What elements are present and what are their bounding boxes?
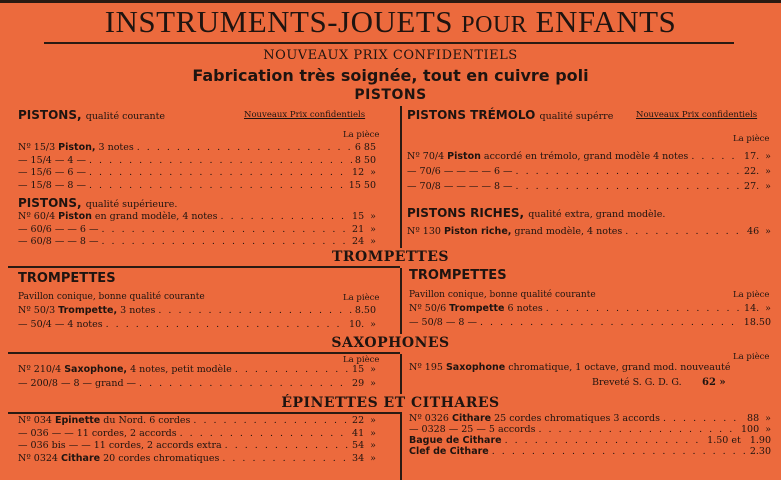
pistons-riches-heading: PISTONS RICHES, qualité extra, grand modèle. bbox=[407, 206, 666, 220]
price-row bbox=[18, 428, 376, 440]
item-price: 10. » bbox=[349, 319, 376, 330]
item-label bbox=[409, 317, 477, 328]
item-ref: — 15/8 bbox=[18, 179, 52, 191]
pistons-superieure-heading: PISTONS, qualité supérieure. bbox=[18, 196, 178, 210]
item-desc: — 8 — grand — bbox=[60, 378, 137, 389]
item-label bbox=[18, 180, 86, 191]
item-label bbox=[407, 226, 622, 237]
item-price: 34 » bbox=[352, 452, 376, 464]
item-label bbox=[18, 305, 155, 316]
price-row bbox=[18, 305, 376, 317]
item-price: 18.50 bbox=[743, 317, 771, 328]
prices-header-right: Nouveaux Prix confidentiels bbox=[636, 110, 758, 120]
dot-leader bbox=[625, 226, 744, 237]
piece-label: La pièce bbox=[733, 134, 770, 144]
item-ref: Nº 0326 bbox=[409, 413, 449, 424]
item-name: Piston, bbox=[58, 142, 96, 153]
item-price: 22 » bbox=[352, 415, 376, 426]
dot-leader bbox=[225, 440, 349, 451]
item-desc: — — 11 cordes, 2 accords bbox=[51, 427, 177, 439]
column-divider bbox=[400, 354, 402, 394]
item-ref: — 200/8 bbox=[18, 378, 58, 389]
piece-label: La pièce bbox=[733, 290, 770, 300]
dot-leader bbox=[505, 435, 705, 446]
item-desc: 20 cordes chromatiques bbox=[103, 452, 220, 464]
item-price: 54 » bbox=[352, 440, 376, 451]
item-ref: Nº 70/4 bbox=[407, 151, 445, 162]
section-pistons: PISTONS bbox=[354, 87, 427, 103]
item-price: 12 » bbox=[352, 167, 376, 178]
price-row bbox=[18, 155, 376, 167]
piece-label: La pièce bbox=[733, 352, 770, 362]
item-name: Bague de Cithare bbox=[409, 435, 502, 446]
item-desc: en grand modèle, 4 notes bbox=[94, 211, 218, 222]
dot-leader bbox=[235, 364, 349, 375]
item-desc: grand modèle, 4 notes bbox=[514, 226, 623, 237]
dot-leader bbox=[222, 453, 349, 464]
item-ref: — 70/8 bbox=[407, 181, 441, 192]
item-label bbox=[407, 151, 688, 162]
item-ref: — 036 bis bbox=[18, 440, 66, 451]
item-desc: 25 cordes chromatiques 3 accords bbox=[494, 413, 660, 424]
item-desc: — 8 — bbox=[54, 179, 86, 191]
dot-leader bbox=[158, 305, 351, 316]
item-price: 17. » bbox=[744, 151, 771, 162]
price-row bbox=[407, 226, 771, 238]
item-price: 21 » bbox=[352, 223, 376, 235]
dot-leader bbox=[663, 413, 744, 424]
item-label bbox=[409, 303, 543, 314]
item-ref: — 60/6 bbox=[18, 223, 52, 235]
title-underline bbox=[44, 42, 734, 44]
brevete-label: Breveté S. G. D. G. bbox=[592, 377, 682, 388]
price-row bbox=[18, 319, 376, 331]
price-row bbox=[407, 151, 771, 163]
saxophone-195-price: 62 » bbox=[702, 377, 726, 388]
item-name: Trompette bbox=[449, 303, 505, 314]
item-label bbox=[18, 211, 218, 222]
price-row bbox=[18, 364, 376, 376]
item-name: Epinette bbox=[54, 415, 101, 426]
dot-leader bbox=[538, 424, 738, 435]
item-desc: 3 notes bbox=[120, 305, 156, 316]
item-desc: — 25 — 5 accords bbox=[448, 424, 536, 435]
piece-label: La pièce bbox=[343, 293, 380, 303]
section-epinettes-cithares: ÉPINETTES ET CITHARES bbox=[281, 395, 500, 411]
trompettes-right-heading: TROMPETTES bbox=[409, 268, 507, 283]
item-label bbox=[18, 167, 86, 178]
column-divider bbox=[400, 106, 402, 248]
dot-leader bbox=[139, 378, 349, 389]
item-desc: — 6 — bbox=[54, 167, 86, 178]
subtitle: NOUVEAUX PRIX CONFIDENTIELS bbox=[263, 48, 518, 63]
price-row bbox=[409, 303, 771, 315]
item-price: 8 50 bbox=[354, 154, 376, 166]
price-row bbox=[18, 453, 376, 465]
price-row bbox=[18, 440, 376, 452]
item-ref: — 15/6 bbox=[18, 167, 52, 178]
item-label bbox=[18, 453, 219, 464]
prices-header-left: Nouveaux Prix confidentiels bbox=[244, 110, 366, 120]
item-name: Saxophone, bbox=[64, 364, 128, 375]
price-row bbox=[18, 167, 376, 179]
price-row bbox=[18, 236, 376, 248]
item-desc: — 4 — bbox=[54, 154, 86, 166]
item-price: 27. » bbox=[744, 181, 771, 192]
item-label bbox=[18, 319, 103, 330]
dot-leader bbox=[193, 415, 349, 426]
item-ref: — 70/6 bbox=[407, 166, 441, 177]
price-row bbox=[18, 211, 376, 223]
item-ref: — 0328 bbox=[409, 424, 446, 435]
item-price: 88 » bbox=[747, 413, 771, 424]
dot-leader bbox=[106, 319, 346, 330]
column-divider bbox=[400, 268, 402, 334]
price-row bbox=[407, 181, 771, 193]
dot-leader bbox=[516, 181, 741, 192]
page-title: INSTRUMENTS-JOUETS POUR ENFANTS bbox=[104, 4, 677, 39]
item-desc: — 4 notes bbox=[54, 319, 103, 330]
dot-leader bbox=[102, 236, 350, 247]
dot-leader bbox=[492, 446, 747, 457]
item-desc: 4 notes, petit modèle bbox=[130, 364, 232, 375]
item-label bbox=[18, 428, 177, 439]
item-price: 2.30 bbox=[749, 446, 771, 457]
price-row bbox=[409, 446, 771, 458]
item-label bbox=[18, 155, 86, 166]
item-ref: — 50/8 bbox=[409, 317, 443, 328]
section-saxophones: SAXOPHONES bbox=[331, 335, 450, 351]
item-name: Piston riche, bbox=[443, 226, 512, 237]
item-ref: Nº 50/3 bbox=[18, 305, 56, 316]
item-ref: — 036 bbox=[18, 427, 49, 439]
price-row bbox=[18, 378, 376, 390]
item-ref: Nº 210/4 bbox=[18, 364, 62, 375]
tagline: Fabrication très soignée, tout en cuivre poli bbox=[192, 66, 589, 85]
item-desc: accordé en trémolo, grand modèle 4 notes bbox=[483, 151, 689, 162]
item-desc: du Nord. 6 cordes bbox=[103, 415, 191, 426]
trompettes-left-heading: TROMPETTES bbox=[18, 271, 116, 286]
item-desc: — — — — 6 — bbox=[443, 166, 513, 177]
saxophone-195-line: Nº 195 Saxophone chromatique, 1 octave, grand mod. nouveauté bbox=[409, 362, 731, 373]
item-price: 15 50 bbox=[348, 179, 376, 191]
dot-leader bbox=[137, 142, 352, 153]
item-ref: — 15/4 bbox=[18, 154, 52, 166]
price-row bbox=[18, 415, 376, 427]
dot-leader bbox=[691, 151, 741, 162]
price-row bbox=[407, 166, 771, 178]
dot-leader bbox=[89, 180, 346, 191]
item-label bbox=[409, 446, 489, 457]
item-ref: — 60/8 bbox=[18, 236, 52, 247]
item-price: 1.50 et 1.90 bbox=[707, 435, 771, 446]
dot-leader bbox=[546, 303, 741, 314]
section-trompettes: TROMPETTES bbox=[331, 249, 450, 265]
item-label bbox=[407, 166, 513, 177]
item-desc: 3 notes bbox=[98, 142, 134, 153]
item-price: 41 » bbox=[352, 427, 376, 439]
item-desc: — — 6 — bbox=[54, 223, 99, 235]
dot-leader bbox=[180, 428, 349, 439]
item-price: 46 » bbox=[747, 226, 771, 237]
item-name: Piston bbox=[58, 211, 92, 222]
item-name: Piston bbox=[447, 151, 481, 162]
item-price: 6 85 bbox=[354, 142, 376, 153]
item-label bbox=[18, 142, 134, 153]
item-label bbox=[409, 435, 502, 446]
item-price: 15 » bbox=[352, 364, 376, 375]
item-desc: 6 notes bbox=[507, 303, 543, 314]
item-label bbox=[18, 364, 232, 375]
item-ref: Nº 50/6 bbox=[409, 303, 447, 314]
item-name: Cithare bbox=[61, 452, 101, 464]
item-label bbox=[18, 440, 222, 451]
item-price: 100 » bbox=[741, 424, 771, 435]
item-price: 15 » bbox=[352, 211, 376, 222]
item-ref: Nº 130 bbox=[407, 226, 441, 237]
item-label bbox=[18, 378, 136, 389]
dot-leader bbox=[221, 211, 350, 222]
dot-leader bbox=[89, 155, 352, 166]
piece-label: La pièce bbox=[343, 130, 380, 140]
rule bbox=[8, 266, 400, 268]
item-ref: Nº 0324 bbox=[18, 452, 58, 464]
pistons-courante-heading: PISTONS, qualité courante bbox=[18, 108, 166, 122]
dot-leader bbox=[89, 167, 349, 178]
top-border bbox=[0, 0, 781, 3]
dot-leader bbox=[102, 224, 350, 235]
item-price: 14. » bbox=[744, 303, 771, 314]
pistons-tremolo-heading: PISTONS TRÉMOLO qualité supérre bbox=[407, 108, 614, 122]
item-ref: Nº 034 bbox=[18, 415, 52, 426]
price-row bbox=[18, 142, 376, 154]
item-label bbox=[18, 224, 99, 235]
item-name: Trompette, bbox=[58, 305, 118, 316]
item-ref: Nº 60/4 bbox=[18, 211, 56, 222]
piece-label: La pièce bbox=[343, 355, 380, 365]
column-divider bbox=[400, 412, 402, 480]
rule bbox=[8, 352, 400, 354]
item-desc: — — 8 — bbox=[54, 236, 99, 247]
price-row bbox=[18, 180, 376, 192]
item-desc: — — — — 8 — bbox=[443, 181, 513, 192]
item-price: 29 » bbox=[352, 378, 376, 389]
price-row bbox=[409, 317, 771, 329]
item-label bbox=[409, 413, 660, 424]
dot-leader bbox=[516, 166, 741, 177]
item-price: 22. » bbox=[744, 166, 771, 177]
item-desc: — — 11 cordes, 2 accords extra bbox=[68, 440, 222, 451]
trompettes-right-desc: Pavillon conique, bonne qualité courante bbox=[409, 290, 596, 300]
item-label bbox=[407, 181, 513, 192]
item-ref: Nº 15/3 bbox=[18, 142, 56, 153]
item-name: Clef de Cithare bbox=[409, 446, 489, 457]
dot-leader bbox=[480, 317, 741, 328]
item-label bbox=[18, 236, 99, 247]
item-name: Cithare bbox=[452, 413, 492, 424]
item-label bbox=[18, 415, 190, 426]
price-row bbox=[18, 224, 376, 236]
item-label bbox=[409, 424, 535, 435]
item-price: 8.50 bbox=[354, 305, 376, 316]
trompettes-left-desc: Pavillon conique, bonne qualité courante bbox=[18, 292, 205, 302]
item-ref: — 50/4 bbox=[18, 319, 52, 330]
item-desc: — 8 — bbox=[445, 317, 477, 328]
rule bbox=[8, 412, 400, 414]
item-price: 24 » bbox=[352, 236, 376, 247]
